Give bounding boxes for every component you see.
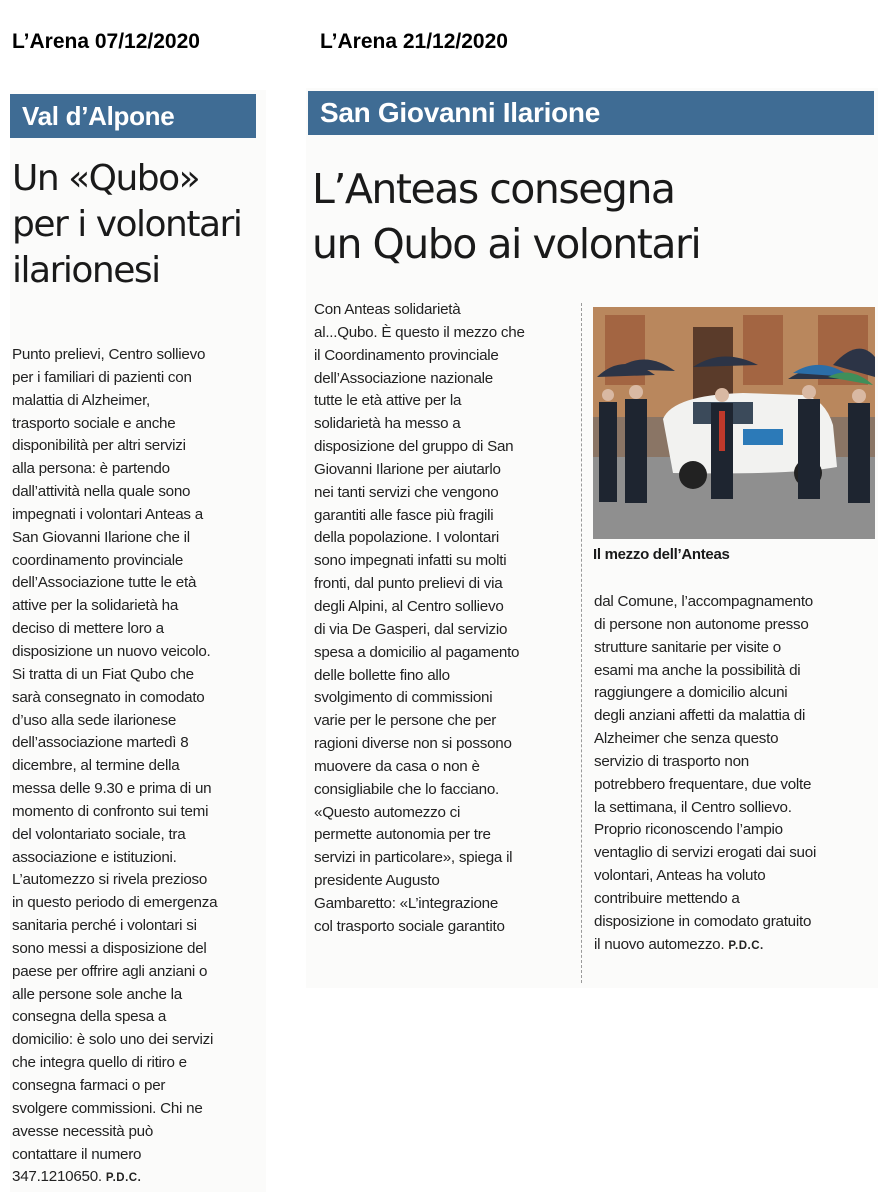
text-line: servizi in particolare», spiega il [314, 849, 513, 867]
photo-caption: Il mezzo dell’Anteas [593, 546, 730, 563]
text-line: disposizione in comodato gratuito [594, 912, 812, 930]
right-article-clipping [306, 88, 878, 988]
right-article-signature: P.D.C. [728, 939, 764, 952]
text-line: in questo periodo di emergenza [12, 894, 218, 912]
text-line: presidente Augusto [314, 872, 440, 890]
text-line: contattare il numero [12, 1145, 142, 1163]
text-line: degli Alpini, al Centro sollievo [314, 597, 504, 615]
text-line: impegnati i volontari Anteas a [12, 505, 203, 523]
text-line: volontari, Anteas ha voluto [594, 867, 766, 885]
text-line: attive per la solidarietà ha [12, 597, 179, 615]
text-line: degli anziani affetti da malattia di [594, 707, 806, 725]
right-article-column-1 [314, 299, 580, 939]
text-line: dall’attività nella quale sono [12, 483, 191, 501]
left-headline-line: ilarionesi [12, 250, 160, 291]
text-line: tutte le età attive per la [314, 392, 462, 410]
text-line: Punto prelievi, Centro sollievo [12, 346, 206, 363]
right-article-column-2 [594, 591, 884, 958]
text-line: domicilio: è solo uno dei servizi [12, 1031, 214, 1049]
text-line: Giovanni Ilarione per aiutarlo [314, 460, 501, 478]
text-line: al...Qubo. È questo il mezzo che [314, 323, 525, 341]
text-line: delle bollette fino allo [314, 666, 450, 684]
text-line: ragioni diverse non si possono [314, 735, 512, 753]
text-line: Gambaretto: «L’integrazione [314, 894, 499, 912]
left-article-signature: P.D.C. [105, 1172, 142, 1185]
right-article-last-line [594, 934, 884, 958]
text-line: varie per le persone che per [314, 712, 497, 730]
text-line: consegna farmaci o per [12, 1077, 166, 1094]
column-divider [581, 303, 582, 983]
text-line: solidarietà ha messo a [314, 415, 461, 433]
text-line: Proprio riconoscendo l’ampio [594, 821, 783, 839]
text-line: strutture sanitarie per visite o [594, 638, 781, 656]
text-line: spesa a domicilio al pagamento [314, 643, 520, 661]
left-headline-line: Un «Qubo» [12, 158, 200, 199]
text-line: disponibilità per altri servizi [12, 437, 186, 455]
text-line: della popolazione. I volontari [314, 529, 500, 547]
text-line: d’uso alla sede ilarionese [12, 711, 177, 729]
text-line: che integra quello di ritiro e [12, 1054, 187, 1072]
left-article-last-line [12, 1166, 262, 1190]
text-line: esami ma anche la possibilità di [594, 661, 801, 679]
text-line: paese per offrire agli anziani o [12, 962, 208, 980]
text-line: potrebbero frequentare, due volte [594, 775, 812, 793]
source-label-right: L’Arena 21/12/2020 [320, 30, 508, 53]
text-line: consegna della spesa a [12, 1008, 167, 1026]
text-line: svolgimento di commissioni [314, 689, 493, 707]
text-line: coordinamento provinciale [12, 551, 184, 569]
text-line: sono messi a disposizione del [12, 939, 207, 957]
text-line: avesse necessità può [12, 1122, 154, 1140]
text-line: dicembre, al termine della [12, 757, 180, 775]
right-headline [312, 162, 872, 272]
text-line: fronti, dal punto prelievi di via [314, 575, 503, 593]
text-line: Alzheimer che senza questo [594, 730, 779, 748]
right-section-banner: San Giovanni Ilarione [308, 91, 874, 135]
right-headline-line: un Qubo ai volontari [312, 220, 701, 268]
text-line: di via De Gasperi, dal servizio [314, 620, 508, 638]
text-line: la settimana, il Centro sollievo. [594, 798, 792, 816]
text-line: permette autonomia per tre [314, 826, 491, 844]
text-line: San Giovanni Ilarione che il [12, 528, 190, 546]
text-line: dell’Associazione tutte le età [12, 574, 197, 592]
text-line: alle persone sole anche la [12, 985, 182, 1003]
text-line: momento di confronto sui temi [12, 802, 209, 820]
text-line: dell’Associazione nazionale [314, 369, 493, 387]
text-line: L’automezzo si rivela prezioso [12, 871, 208, 889]
text-line: disposizione del gruppo di San [314, 438, 514, 456]
left-headline-line: per i volontari [12, 204, 242, 245]
text-line: Si tratta di un Fiat Qubo che [12, 665, 194, 683]
source-label-left: L’Arena 07/12/2020 [12, 30, 200, 53]
text-line: disposizione un nuovo veicolo. [12, 642, 211, 660]
text-line: alla persona: è partendo [12, 460, 170, 478]
right-article-last-text: il nuovo automezzo. [594, 935, 725, 953]
text-line: per i familiari di pazienti con [12, 368, 192, 386]
text-line: nei tanti servizi che vengono [314, 483, 499, 501]
text-line: contribuire mettendo a [594, 889, 740, 907]
text-line: sanitaria perché i volontari si [12, 917, 197, 935]
text-line: sarà consegnato in comodato [12, 688, 205, 706]
left-article-clipping [10, 90, 266, 1192]
text-line: sono impegnati infatti su molti [314, 552, 507, 570]
photo-illustration [593, 307, 875, 539]
text-line: col trasporto sociale garantito [314, 917, 505, 935]
text-line: servizio di trasporto non [594, 752, 749, 770]
text-line: Con Anteas solidarietà [314, 301, 461, 318]
text-line: consigliabile che lo facciano. [314, 780, 499, 798]
text-line: garantiti alle fasce più fragili [314, 506, 494, 524]
text-line: «Questo automezzo ci [314, 803, 461, 821]
right-headline-line: L’Anteas consegna [312, 165, 675, 213]
left-article-last-text: 347.1210650. [12, 1168, 102, 1186]
text-line: dell’associazione martedì 8 [12, 734, 189, 752]
text-line: del volontariato sociale, tra [12, 825, 186, 843]
text-line: trasporto sociale e anche [12, 414, 176, 432]
left-section-banner: Val d’Alpone [10, 94, 256, 138]
left-article-body [12, 344, 262, 1190]
article-photo [593, 307, 875, 539]
text-line: muovere da casa o non è [314, 757, 480, 775]
left-headline [12, 156, 266, 294]
text-line: deciso di mettere loro a [12, 620, 164, 638]
text-line: di persone non autonome presso [594, 615, 809, 633]
text-line: svolgere commissioni. Chi ne [12, 1099, 203, 1117]
text-line: dal Comune, l’accompagnamento [594, 593, 814, 610]
text-line: malattia di Alzheimer, [12, 391, 151, 409]
text-line: messa delle 9.30 e prima di un [12, 780, 212, 798]
text-line: ventaglio di servizi erogati dai suoi [594, 844, 817, 862]
text-line: il Coordinamento provinciale [314, 346, 499, 364]
text-line: raggiungere a domicilio alcuni [594, 684, 788, 702]
text-line: associazione e istituzioni. [12, 848, 177, 866]
